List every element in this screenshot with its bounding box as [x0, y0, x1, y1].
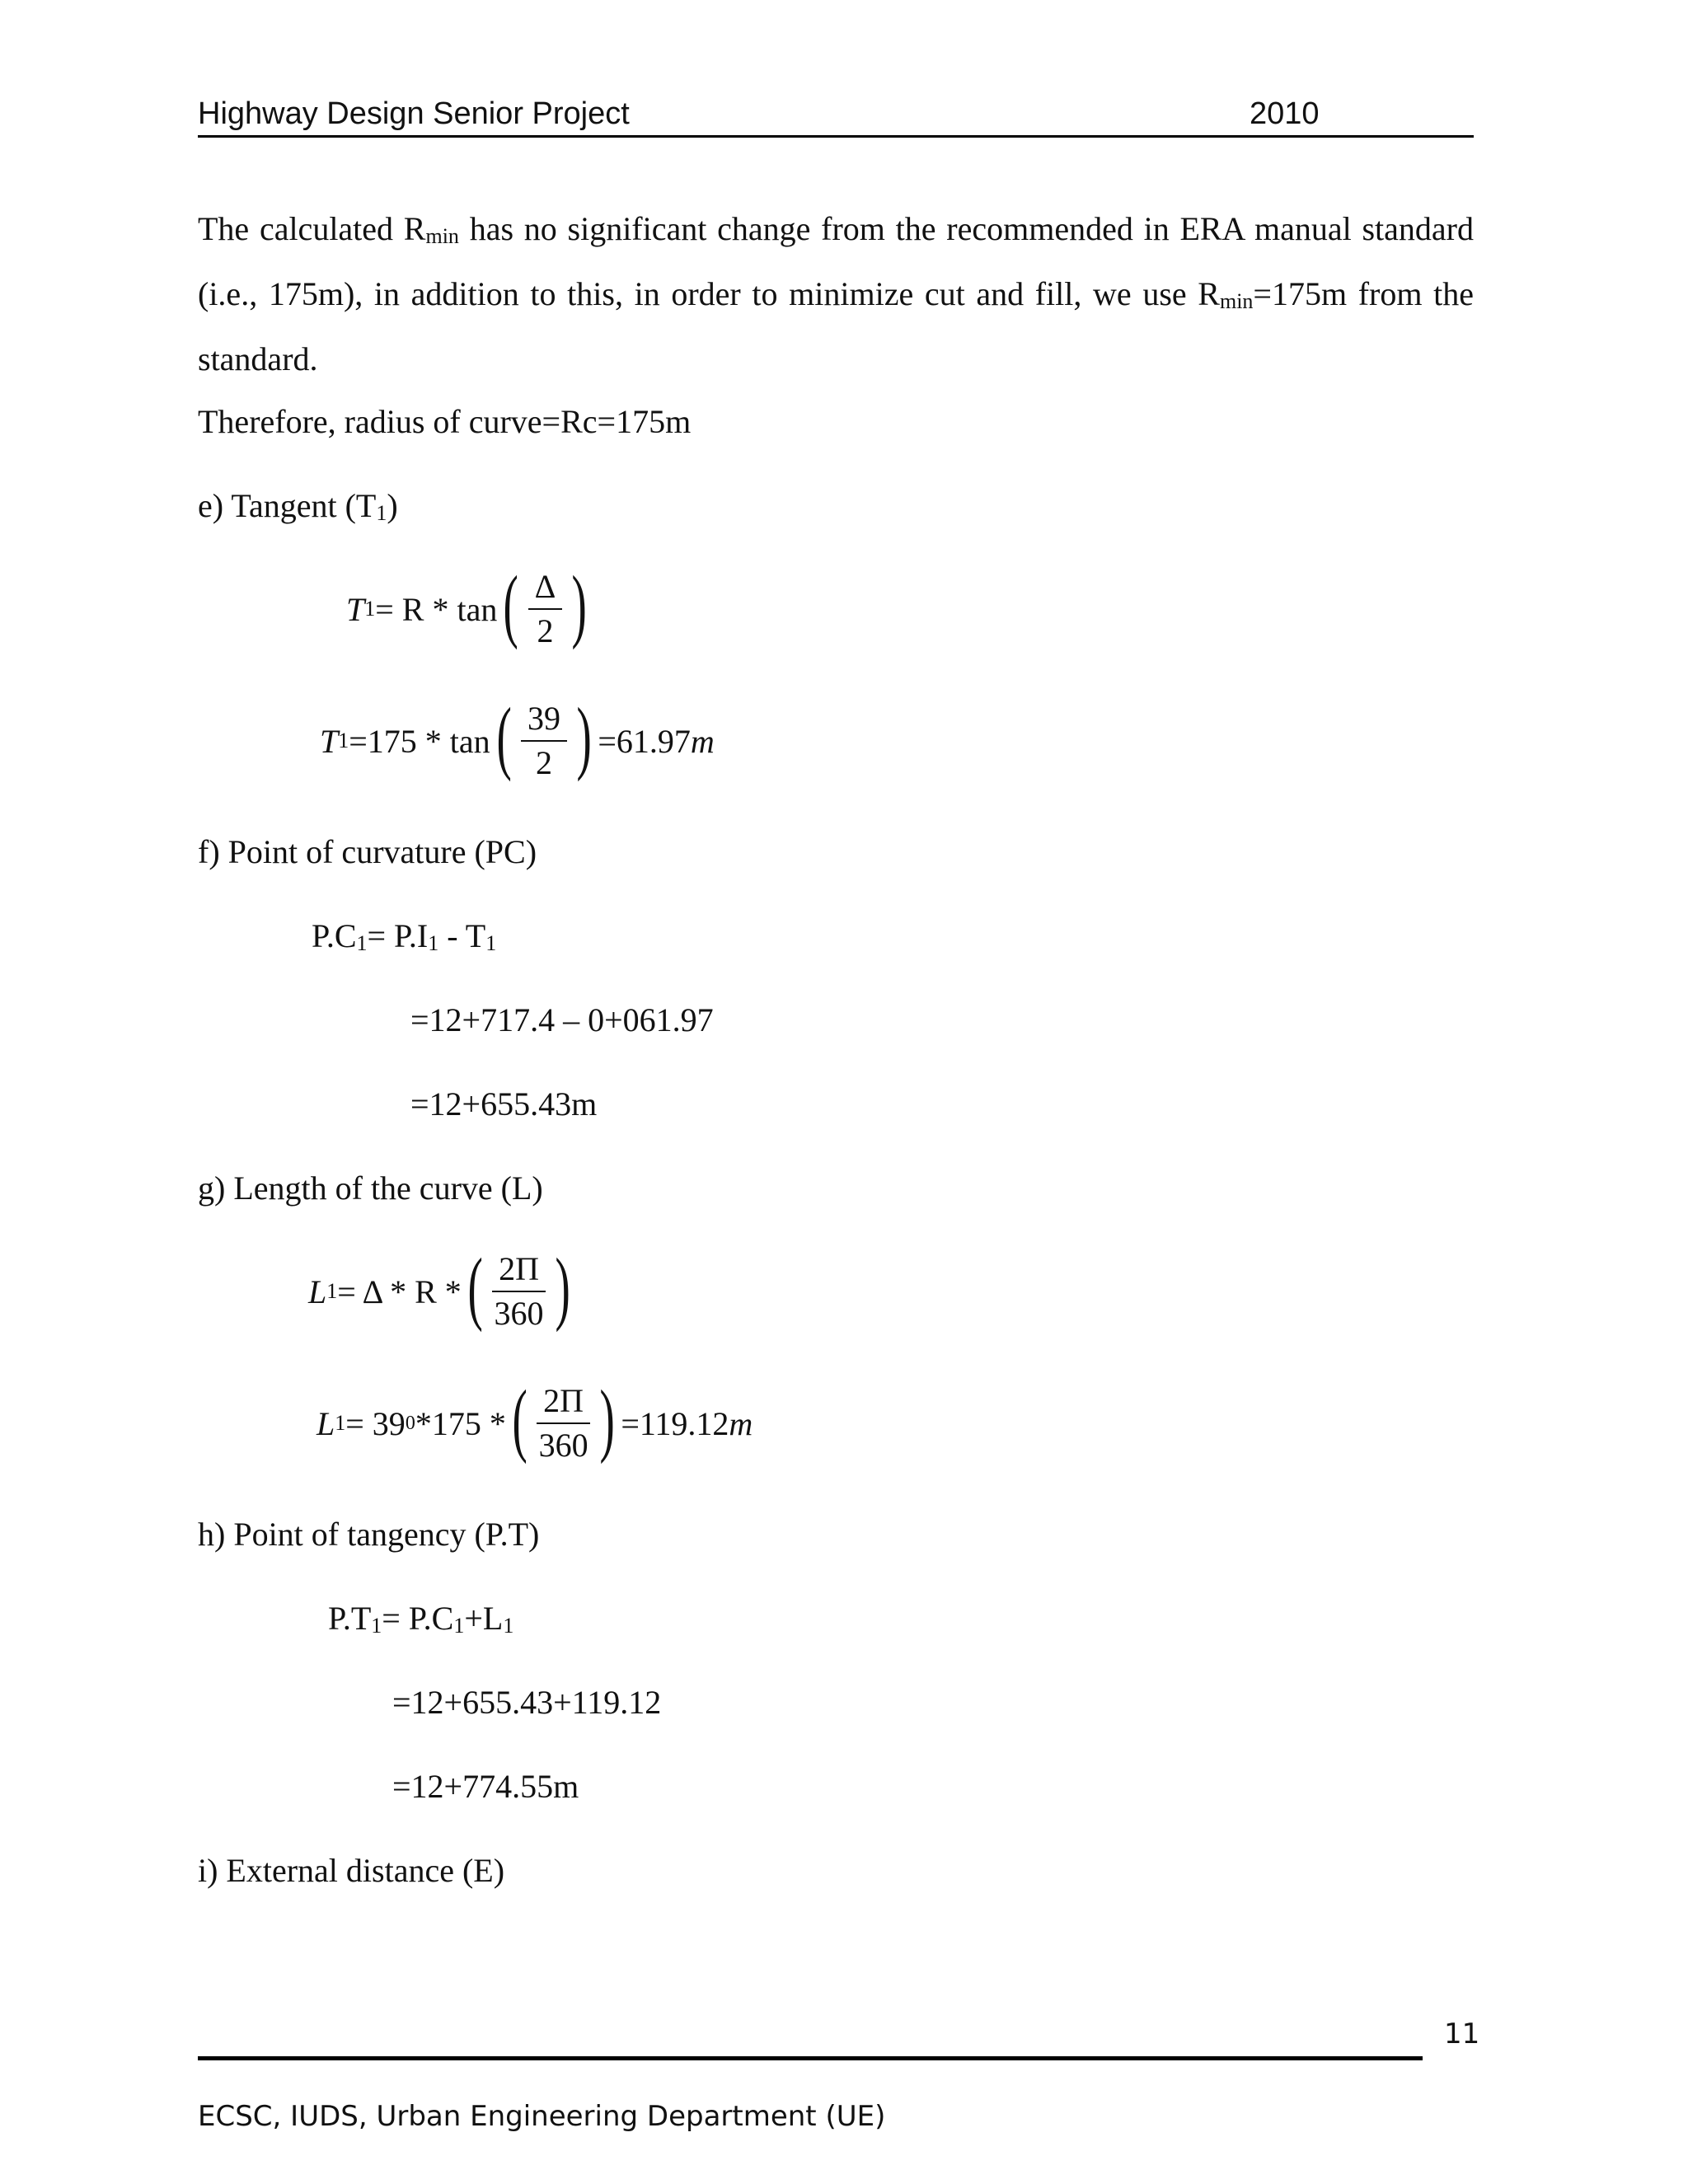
section-f-heading: f) Point of curvature (PC)	[198, 833, 537, 870]
pt-formula	[328, 1599, 513, 1638]
eq-operator: = R * tan	[375, 590, 498, 628]
section-e-text: e) Tangent (T	[198, 487, 377, 524]
open-paren: (	[512, 1373, 528, 1465]
eq-result: =61.97	[598, 722, 691, 760]
degree-superscript: 0	[405, 1412, 415, 1434]
eq-sub: 1	[364, 597, 376, 621]
pt-step-1: =12+655.43+119.12	[392, 1684, 662, 1721]
pt-s2: 1	[453, 1614, 465, 1638]
pt-c: +L	[464, 1600, 504, 1637]
section-i-heading: i) External distance (E)	[198, 1852, 505, 1889]
close-paren: )	[555, 1241, 570, 1333]
eq-result: =119.12	[621, 1404, 729, 1442]
close-paren: )	[571, 559, 588, 650]
numerator: 39	[521, 701, 567, 742]
section-h-heading: h) Point of tangency (P.T)	[198, 1516, 540, 1553]
pt-s3: 1	[503, 1614, 514, 1638]
eq-sub: 1	[335, 1411, 346, 1435]
fraction	[528, 569, 563, 649]
fraction	[537, 1383, 590, 1464]
eq-symbol: L	[308, 1272, 327, 1310]
para-sub-2: min	[1219, 289, 1254, 313]
pc-s1: 1	[356, 931, 368, 955]
section-e-heading	[198, 486, 398, 526]
intro-paragraph	[198, 200, 1474, 388]
open-paren: (	[496, 691, 512, 782]
pc-s2: 1	[428, 931, 439, 955]
length-calculation	[316, 1373, 753, 1465]
close-paren: )	[599, 1373, 615, 1465]
eq-symbol: T	[346, 590, 365, 628]
pt-b: = P.C	[382, 1600, 454, 1637]
pt-result: =12+774.55m	[392, 1768, 579, 1805]
header-year: 2010	[1250, 96, 1320, 131]
numerator: Δ	[528, 569, 563, 610]
pc-s3: 1	[485, 931, 497, 955]
fraction	[492, 1251, 546, 1332]
eq-symbol: T	[320, 722, 339, 760]
page-number: 11	[1444, 2018, 1480, 2050]
header-title: Highway Design Senior Project	[198, 96, 630, 131]
section-g-heading: g) Length of the curve (L)	[198, 1169, 543, 1207]
eq-symbol: L	[316, 1404, 335, 1442]
eq-operator-2: *175 *	[415, 1404, 506, 1442]
pt-s1: 1	[371, 1614, 382, 1638]
pc-b: = P.I	[367, 917, 429, 954]
para-sub-1: min	[425, 224, 459, 248]
para-text-1: The calculated R	[198, 210, 426, 247]
footer-text: ECSC, IUDS, Urban Engineering Department (UE)	[198, 2100, 886, 2133]
eq-operator: = Δ * R *	[337, 1272, 462, 1310]
pc-formula	[312, 916, 496, 956]
open-paren: (	[467, 1241, 483, 1333]
eq-operator: = 39	[345, 1404, 406, 1442]
eq-sub: 1	[338, 729, 349, 752]
denominator: 2	[537, 612, 554, 649]
numerator: 2Π	[492, 1251, 546, 1292]
tangent-calculation	[320, 691, 715, 782]
eq-unit: m	[729, 1404, 753, 1442]
length-formula	[308, 1241, 576, 1333]
footer-rule	[198, 2056, 1423, 2060]
eq-sub: 1	[326, 1279, 338, 1303]
numerator: 2Π	[537, 1383, 590, 1424]
section-e-close: )	[387, 487, 398, 524]
fraction	[521, 701, 567, 781]
pt-a: P.T	[328, 1600, 372, 1637]
pc-a: P.C	[312, 917, 357, 954]
denominator: 360	[538, 1427, 588, 1464]
close-paren: )	[576, 691, 592, 782]
therefore-line: Therefore, radius of curve=Rc=175m	[198, 403, 692, 440]
para-text-2: has no significant change from the recommended in ERA manual standard (i.e., 175m), in addition to this, in order to minimize cut and fill, we use R	[198, 210, 1474, 312]
pc-result: =12+655.43m	[410, 1085, 598, 1122]
para-text-3: =175m from the standard.	[198, 275, 1474, 377]
pc-step-1: =12+717.4 – 0+061.97	[410, 1001, 714, 1038]
denominator: 360	[494, 1295, 544, 1332]
denominator: 2	[536, 744, 552, 781]
open-paren: (	[503, 559, 519, 650]
pc-c: - T	[438, 917, 486, 954]
section-e-sub: 1	[376, 501, 387, 525]
header-rule	[198, 135, 1474, 138]
tangent-formula	[346, 559, 593, 650]
eq-unit: m	[690, 722, 715, 760]
eq-operator: =175 * tan	[349, 722, 490, 760]
